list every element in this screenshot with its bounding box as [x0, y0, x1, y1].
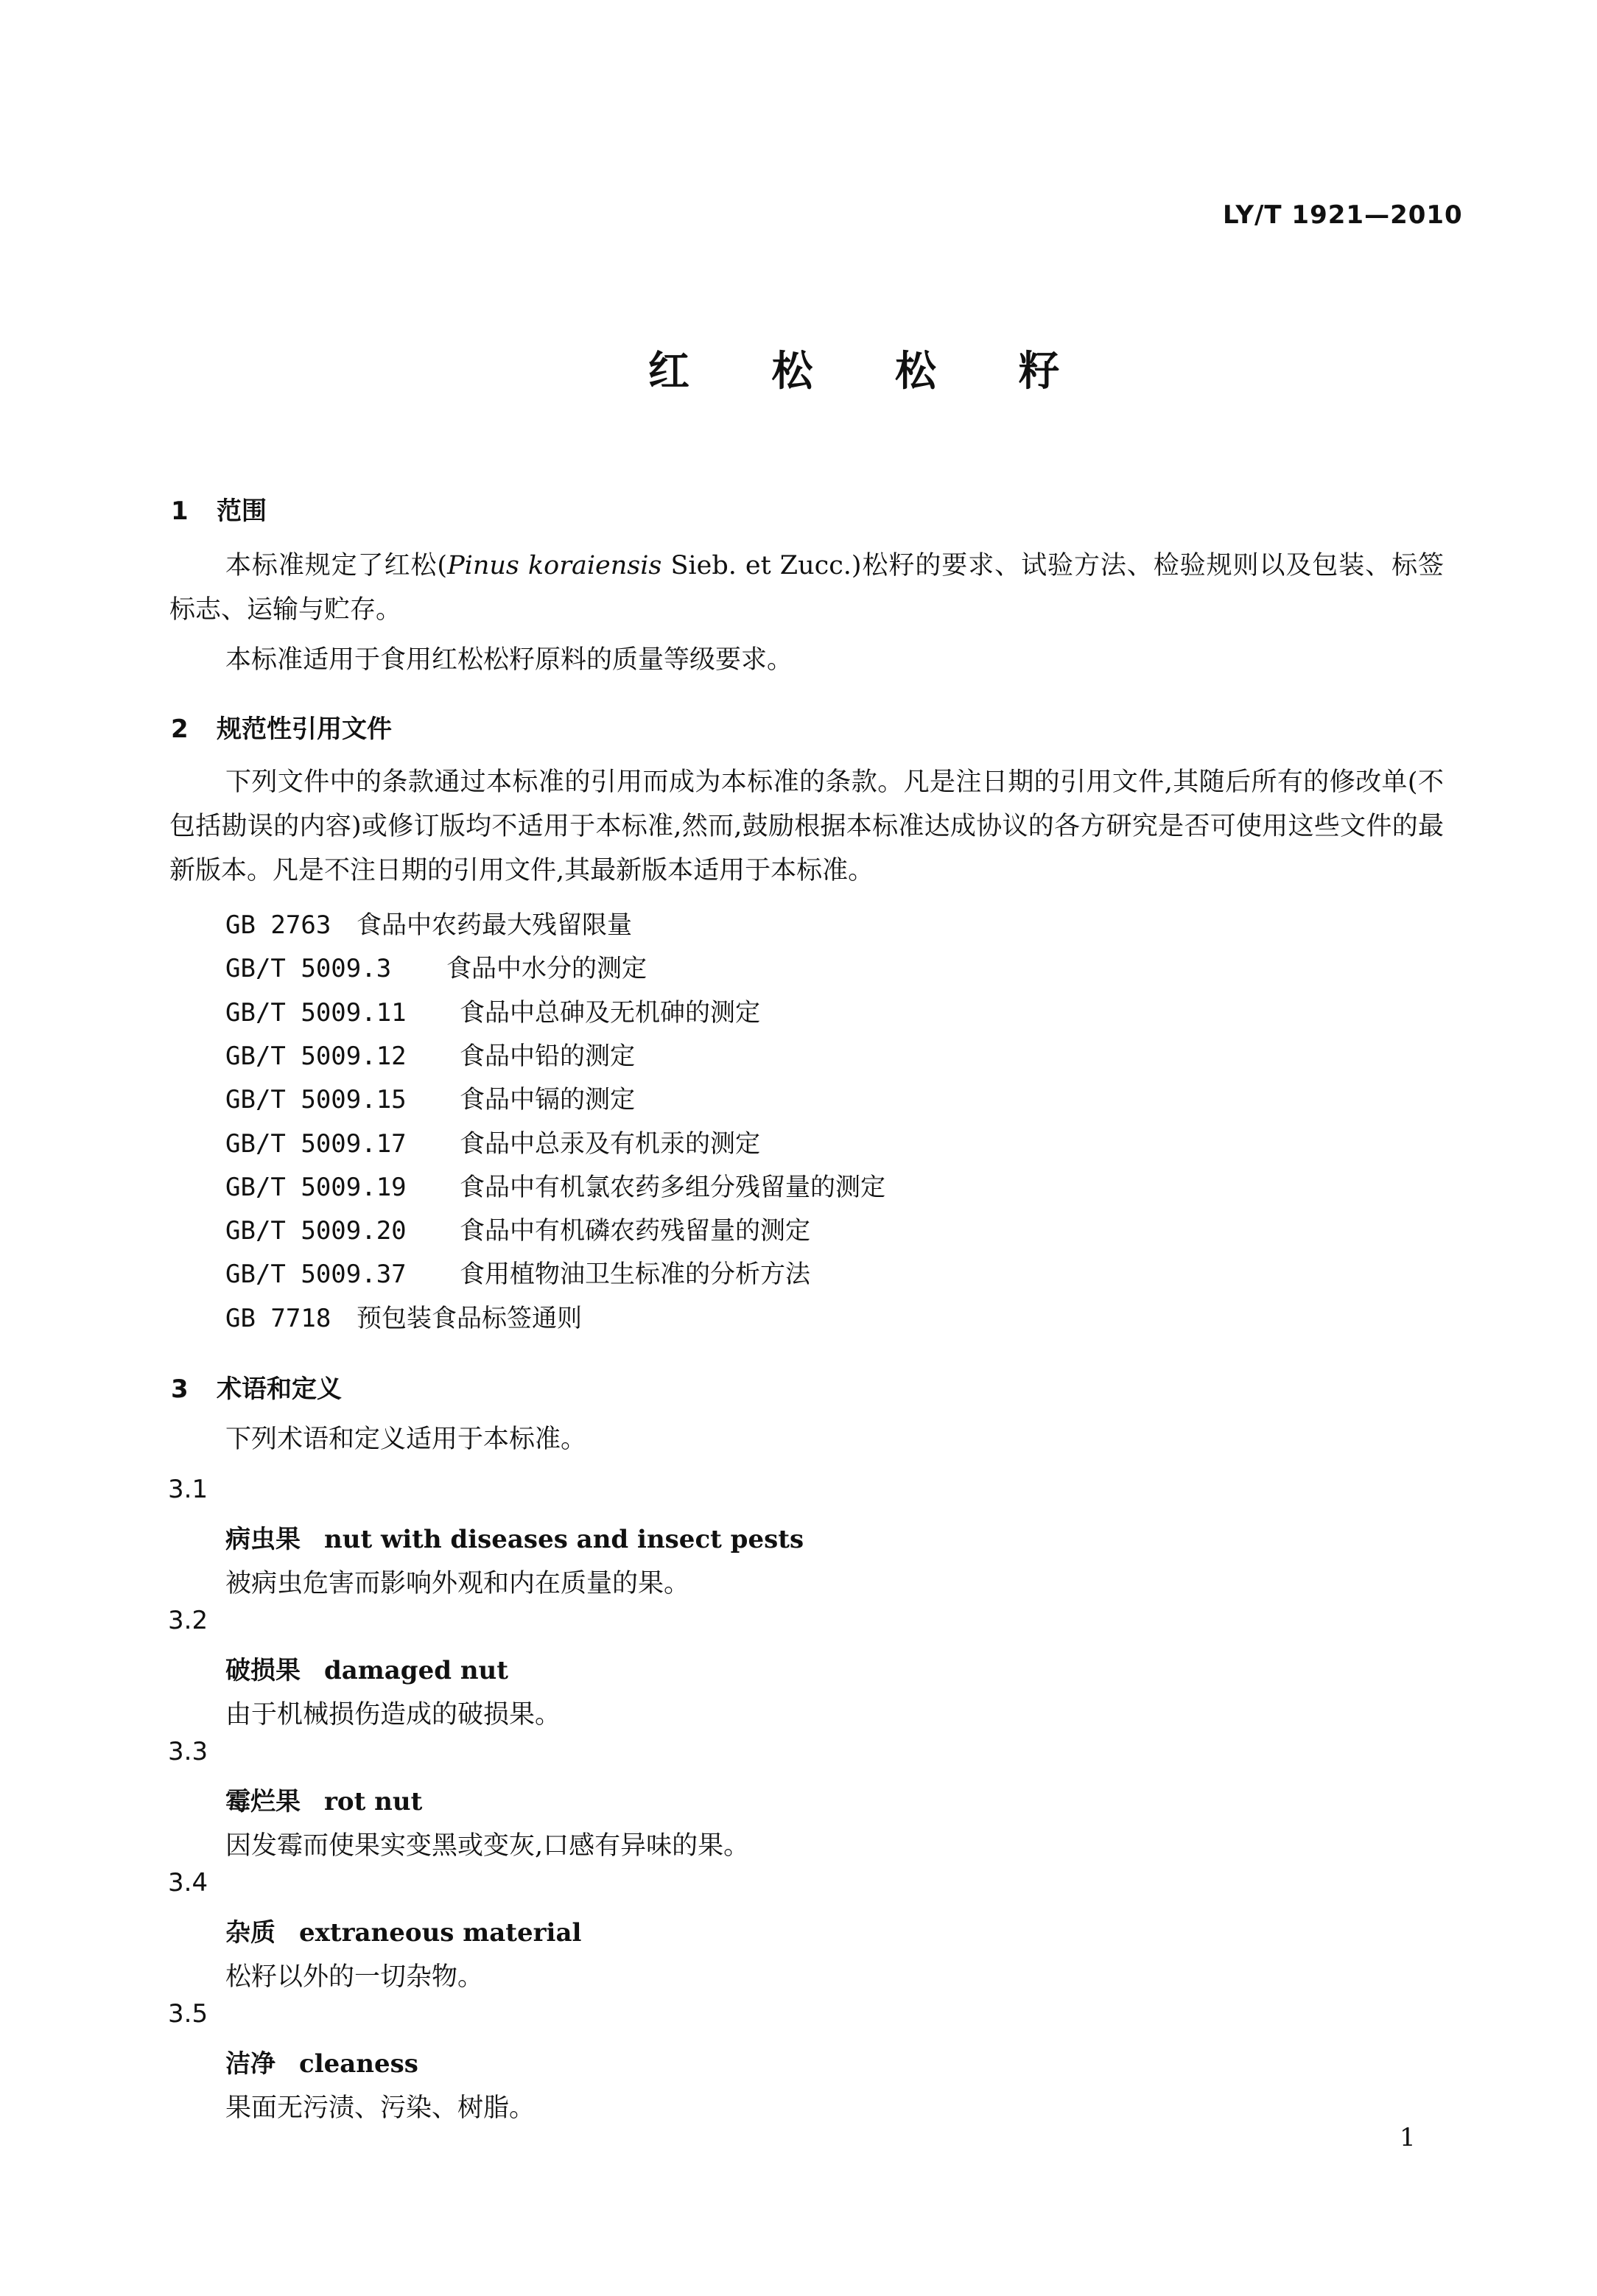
section-number: 3: [171, 1375, 189, 1404]
terms-intro: 下列术语和定义适用于本标准。: [225, 1425, 587, 1454]
reference-code: GB 7718: [225, 1303, 331, 1333]
term-heading: [225, 1650, 508, 1686]
term-english: damaged nut: [324, 1656, 508, 1685]
reference-title: 食品中水分的测定: [446, 954, 647, 984]
section-number: 1: [171, 496, 189, 526]
term-number: 3.1: [168, 1475, 208, 1504]
reference-title: 食品中镉的测定: [460, 1085, 635, 1115]
term-definition: 由于机械损伤造成的破损果。: [225, 1700, 561, 1730]
section-3-heading: [171, 1369, 342, 1405]
term-english: nut with diseases and insect pests: [324, 1525, 804, 1554]
normative-refs-intro: 下列文件中的条款通过本标准的引用而成为本标准的条款。凡是注日期的引用文件,其随后所有的修改单(不包括勘误的内容)或修订版均不适用于本标准,然而,鼓励根据本标准达成协议的各方研究是否可使用这些文件的最新版本。凡是不注日期的引用文件,其最新版本适用于本标准。: [169, 768, 1444, 885]
section-title: 术语和定义: [217, 1375, 342, 1404]
reference-title: 食品中总汞及有机汞的测定: [460, 1128, 760, 1159]
term-definition: 因发霉而使果实变黑或变灰,口感有异味的果。: [225, 1831, 750, 1861]
reference-title: 预包装食品标签通则: [357, 1303, 582, 1333]
document-title: 红 松 松 籽: [648, 348, 1094, 396]
term-chinese: 破损果: [225, 1656, 301, 1685]
term-heading: [225, 1912, 581, 1948]
reference-item: [225, 1167, 885, 1203]
reference-item: [225, 1036, 635, 1072]
term-chinese: 病虫果: [225, 1525, 301, 1554]
term-definition: 松籽以外的一切杂物。: [225, 1962, 484, 1992]
reference-title: 食品中总砷及无机砷的测定: [460, 997, 760, 1028]
term-number: 3.5: [168, 1999, 208, 2029]
term-english: cleaness: [299, 2049, 418, 2079]
term-number: 3.2: [168, 1606, 208, 1635]
term-heading: [225, 2043, 418, 2079]
reference-title: 食品中铅的测定: [460, 1041, 635, 1071]
page-number: 1: [1400, 2123, 1416, 2152]
reference-item: [225, 1298, 582, 1334]
term-definition: 果面无污渍、污染、树脂。: [225, 2093, 536, 2123]
term-heading: [225, 1519, 804, 1555]
reference-title: 食品中农药最大残留限量: [357, 910, 632, 940]
reference-code: GB/T 5009.20: [225, 1216, 407, 1246]
term-chinese: 霉烂果: [225, 1787, 301, 1816]
standard-code: LY/T 1921—2010: [1223, 200, 1463, 230]
section-title: 范围: [217, 496, 267, 526]
reference-item: [225, 992, 760, 1028]
scope-paragraph-1: 本标准规定了红松(Pinus koraiensis Sieb. et Zucc.)松籽的要求、试验方法、检验规则以及包装、标签标志、运输与贮存。: [169, 551, 1445, 625]
term-number: 3.4: [168, 1868, 208, 1897]
species-name: Pinus koraiensis: [447, 551, 662, 580]
section-number: 2: [171, 715, 189, 744]
term-definition: 被病虫危害而影响外观和内在质量的果。: [225, 1569, 690, 1598]
term-english: extraneous material: [299, 1918, 582, 1948]
reference-item: [225, 1254, 810, 1290]
reference-item: [225, 1079, 635, 1115]
reference-code: GB 2763: [225, 910, 331, 940]
term-chinese: 杂质: [225, 1918, 275, 1948]
section-1-heading: [171, 491, 267, 527]
reference-code: GB/T 5009.37: [225, 1260, 407, 1290]
reference-title: 食用植物油卫生标准的分析方法: [460, 1260, 810, 1290]
reference-code: GB/T 5009.3: [225, 954, 392, 984]
reference-code: GB/T 5009.15: [225, 1085, 407, 1115]
reference-item: [225, 905, 632, 941]
reference-code: GB/T 5009.11: [225, 997, 407, 1028]
scope-paragraph-2: 本标准适用于食用红松松籽原料的质量等级要求。: [225, 645, 793, 675]
reference-item: [225, 948, 647, 984]
reference-code: GB/T 5009.12: [225, 1041, 407, 1071]
reference-code: GB/T 5009.17: [225, 1128, 407, 1159]
reference-title: 食品中有机磷农药残留量的测定: [460, 1216, 810, 1246]
term-english: rot nut: [324, 1787, 423, 1816]
term-heading: [225, 1781, 422, 1817]
reference-item: [225, 1123, 760, 1159]
reference-code: GB/T 5009.19: [225, 1172, 407, 1202]
term-chinese: 洁净: [225, 2049, 275, 2079]
term-number: 3.3: [168, 1737, 208, 1766]
reference-item: [225, 1210, 810, 1246]
section-2-heading: [171, 709, 392, 745]
section-title: 规范性引用文件: [217, 715, 392, 744]
reference-title: 食品中有机氯农药多组分残留量的测定: [460, 1172, 885, 1202]
